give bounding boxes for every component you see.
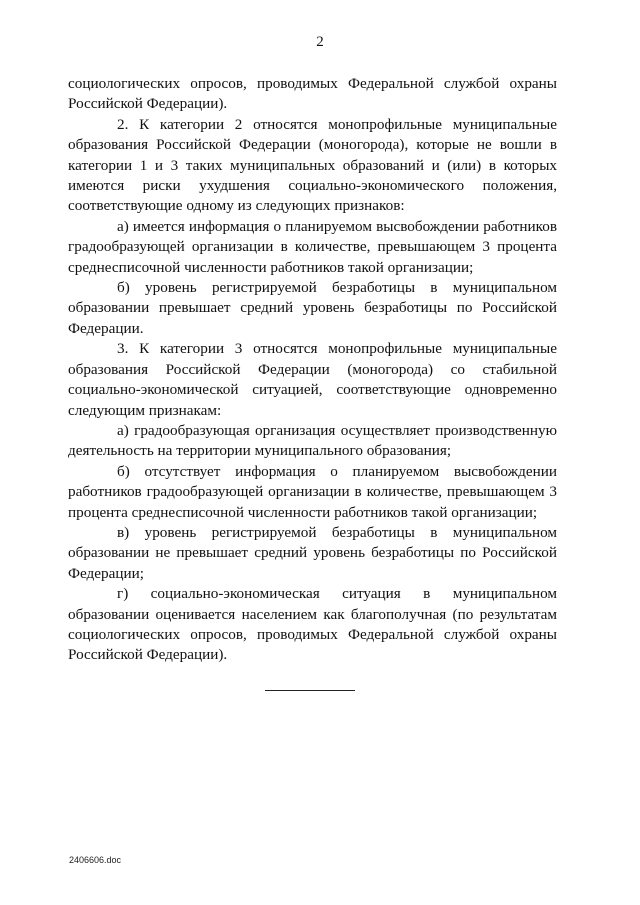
- paragraph: 3. К категории 3 относятся монопрофильные муниципальные образования Российской Федерации (моногорода) со стабильной социально-экономической ситуацией, соответствующие одновременно следующим признакам:: [68, 340, 557, 419]
- paragraph: 2. К категории 2 относятся монопрофильные муниципальные образования Российской Федерации (моногорода), которые не вошли в категории 1 и 3 таких муниципальных образований и (или) в которых имеются риски ухудшения социально-экономического положения, соответствующие одному из следующих признаков:: [68, 115, 557, 215]
- document-body: [68, 74, 557, 666]
- paragraph: г) социально-экономическая ситуация в муниципальном образовании оценивается населением как благополучная (по результатам социологических опросов, проводимых Федеральной службой охраны Российской Федерации).: [68, 585, 557, 664]
- paragraph: социологических опросов, проводимых Федеральной службой охраны Российской Федерации).: [68, 75, 557, 113]
- paragraph: а) градообразующая организация осуществляет производственную деятельность на территории муниципального образования;: [68, 421, 557, 460]
- page-number: 2: [316, 34, 324, 50]
- paragraph: а) имеется информация о планируемом высвобождении работников градообразующей организации в количестве, превышающем 3 процента среднесписочной численности работников такой организации;: [68, 217, 557, 276]
- paragraph: б) отсутствует информация о планируемом высвобождении работников градообразующей организации в количестве, превышающем 3 процента среднесписочной численности работников такой организации;: [68, 462, 557, 521]
- document-file-code: 2406606.doc: [69, 855, 122, 865]
- paragraph: б) уровень регистрируемой безработицы в муниципальном образовании превышает средний уровень безработицы по Российской Федерации.: [68, 279, 557, 337]
- paragraph: в) уровень регистрируемой безработицы в муниципальном образовании не превышает средний уровень безработицы по Российской Федерации;: [68, 523, 557, 582]
- closing-separator-line: [265, 690, 355, 691]
